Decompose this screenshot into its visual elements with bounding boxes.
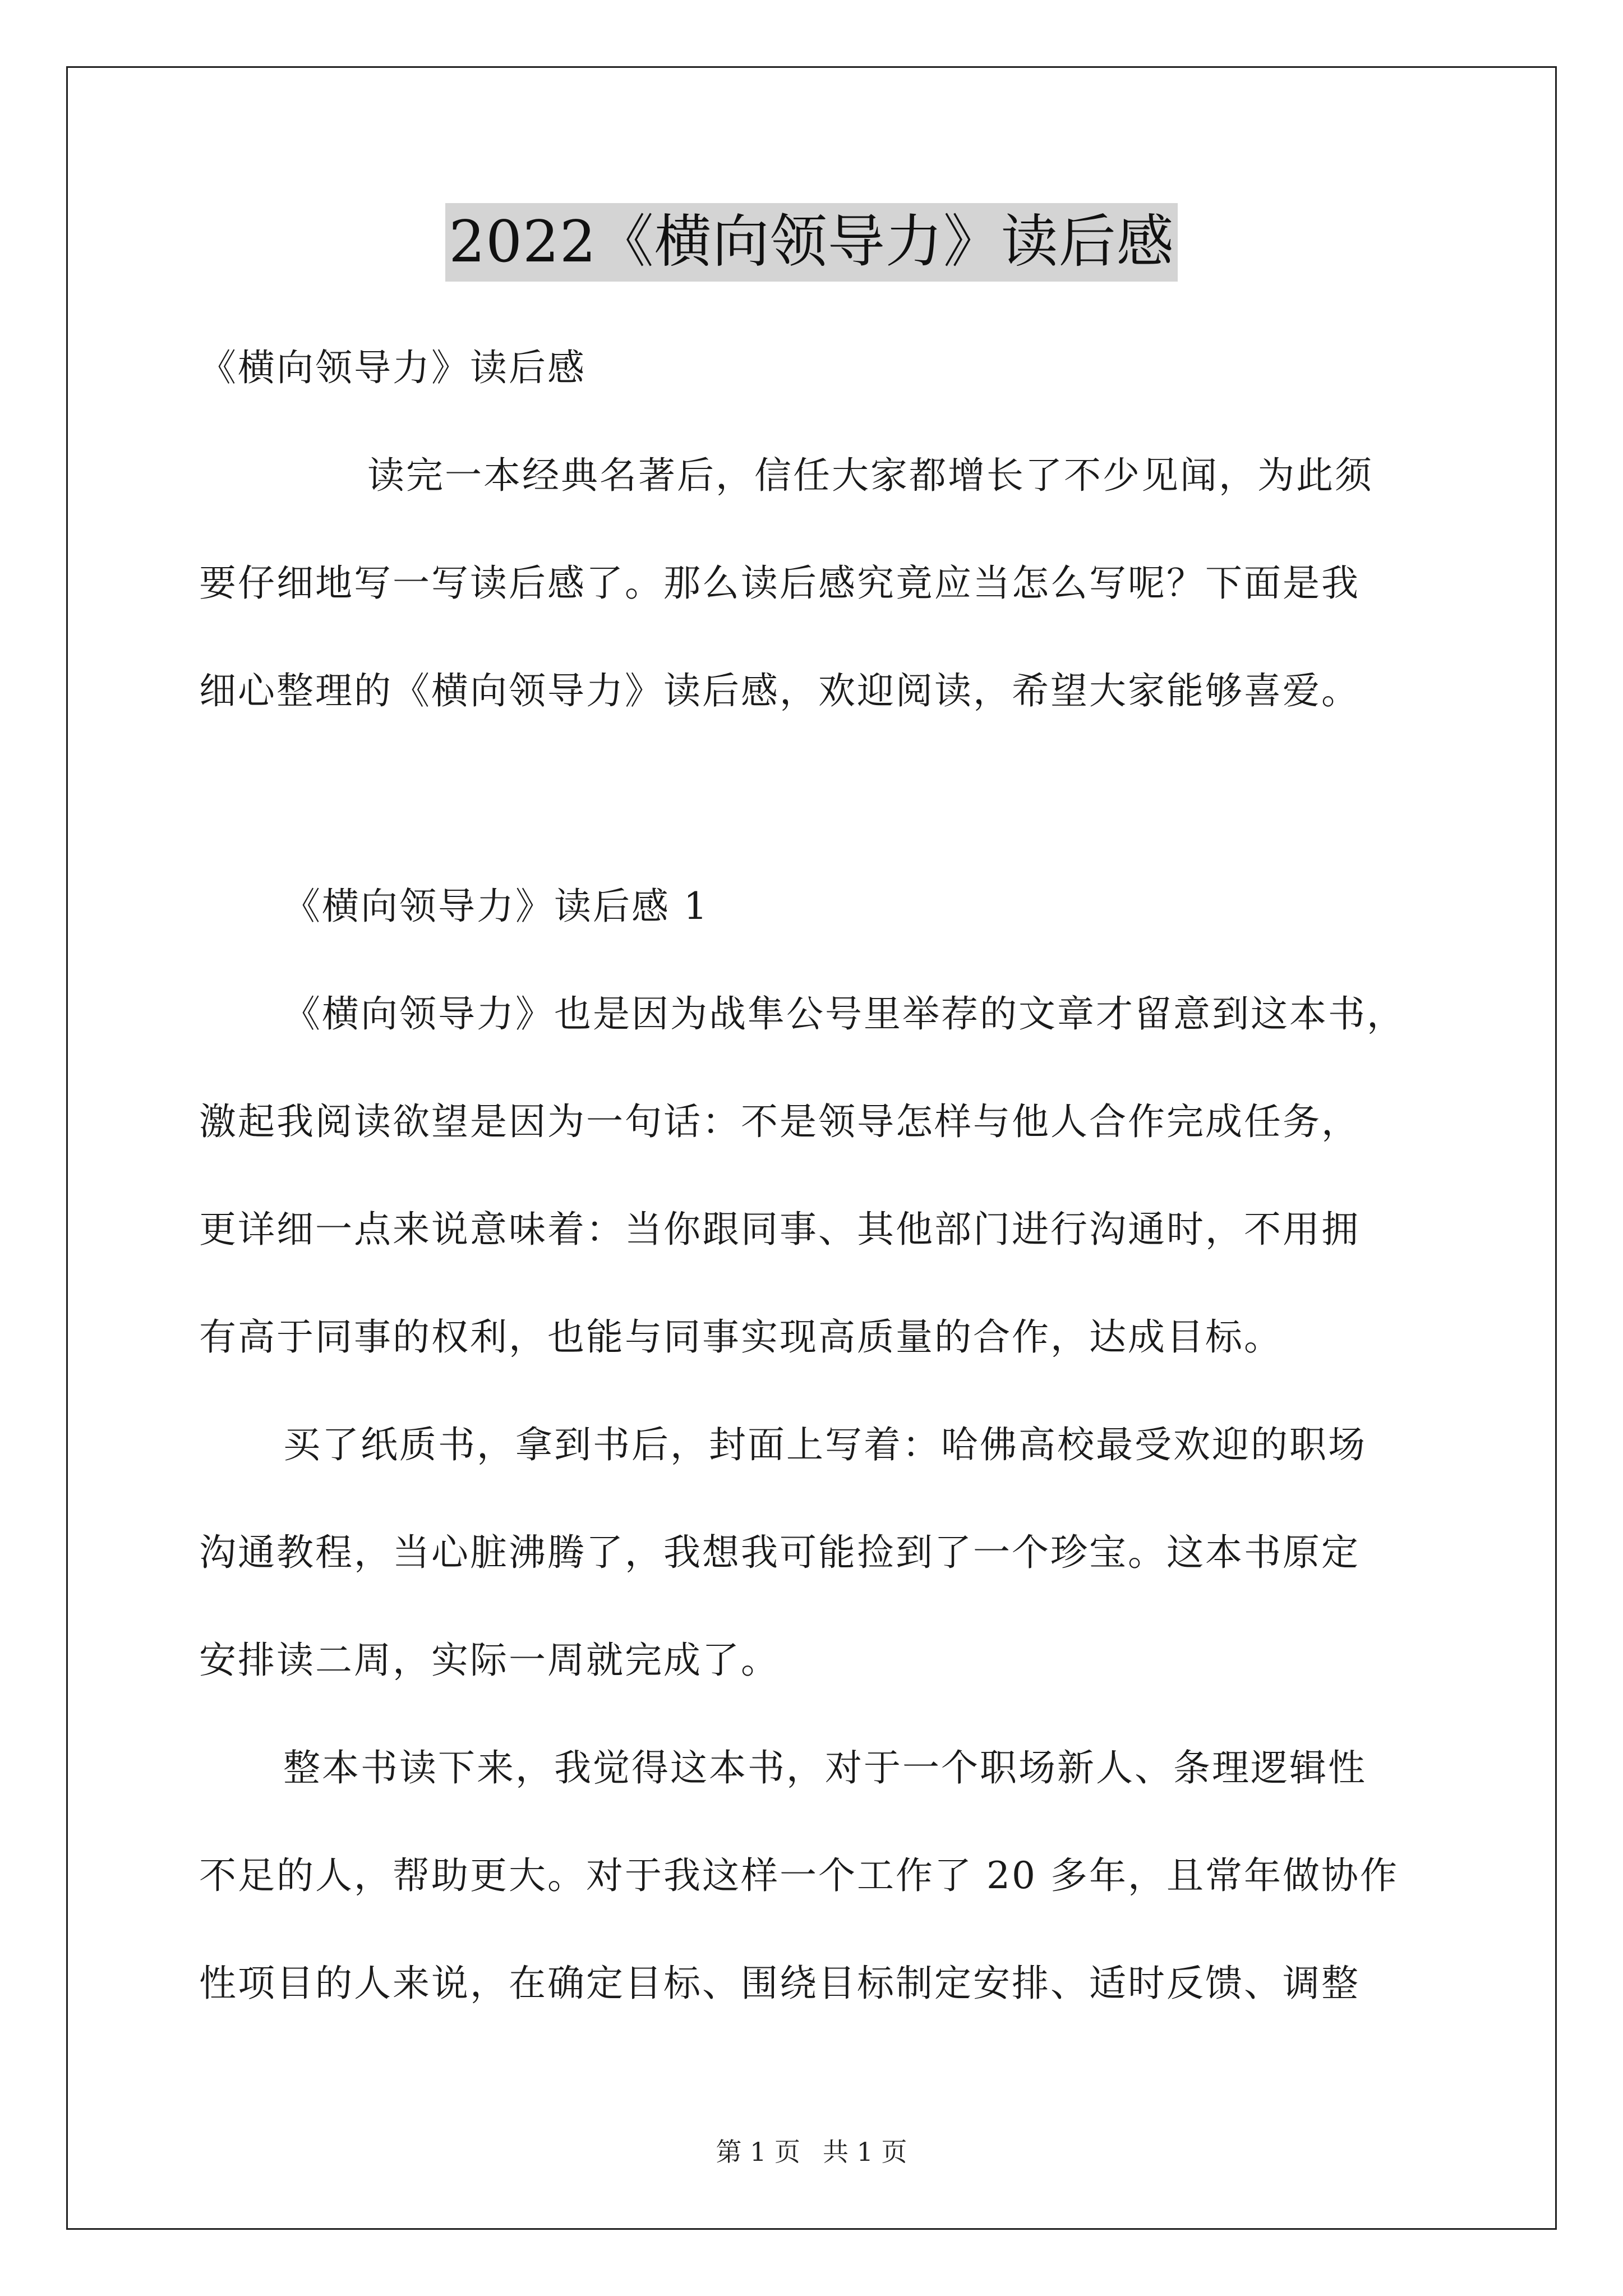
document-body bbox=[199, 314, 1438, 2037]
page-total: 共 1 页 bbox=[823, 2137, 907, 2167]
paragraph-line: 安排读二周，实际一周就完成了。 bbox=[199, 1639, 780, 1682]
paragraph-line: 整本书读下来，我觉得这本书，对于一个职场新人、条理逻辑性 bbox=[283, 1746, 1367, 1789]
intro-line: 读完一本经典名著后，信任大家都增长了不少见闻，为此须 bbox=[367, 454, 1373, 497]
paragraph-spacer bbox=[199, 745, 1438, 853]
page-footer bbox=[0, 2132, 1623, 2169]
paragraph-line: 有高于同事的权利，也能与同事实现高质量的合作，达成目标。 bbox=[199, 1315, 1283, 1359]
paragraph-line: 不足的人，帮助更大。对于我这样一个工作了 20 多年，且常年做协作 bbox=[199, 1854, 1399, 1897]
page-number: 第 1 页 bbox=[716, 2137, 800, 2167]
intro-line: 要仔细地写一写读后感了。那么读后感究竟应当怎么写呢？下面是我 bbox=[199, 562, 1360, 605]
intro-line: 细心整理的《横向领导力》读后感，欢迎阅读，希望大家能够喜爱。 bbox=[199, 669, 1360, 712]
paragraph-line: 激起我阅读欲望是因为一句话：不是领导怎样与他人合作完成任务， bbox=[199, 1100, 1360, 1143]
document-title: 2022《横向领导力》读后感 bbox=[445, 203, 1178, 282]
document-subtitle: 《横向领导力》读后感 bbox=[199, 346, 586, 389]
section-heading: 《横向领导力》读后感 1 bbox=[283, 885, 709, 928]
title-container bbox=[0, 203, 1623, 282]
paragraph-line: 性项目的人来说，在确定目标、围绕目标制定安排、适时反馈、调整 bbox=[199, 1962, 1360, 2005]
paragraph-line: 《横向领导力》也是因为战隼公号里举荐的文章才留意到这本书， bbox=[283, 992, 1405, 1036]
paragraph-line: 更详细一点来说意味着：当你跟同事、其他部门进行沟通时，不用拥 bbox=[199, 1208, 1360, 1251]
paragraph-line: 买了纸质书，拿到书后，封面上写着：哈佛高校最受欢迎的职场 bbox=[283, 1423, 1367, 1466]
paragraph-line: 沟通教程，当心脏沸腾了，我想我可能捡到了一个珍宝。这本书原定 bbox=[199, 1531, 1360, 1574]
